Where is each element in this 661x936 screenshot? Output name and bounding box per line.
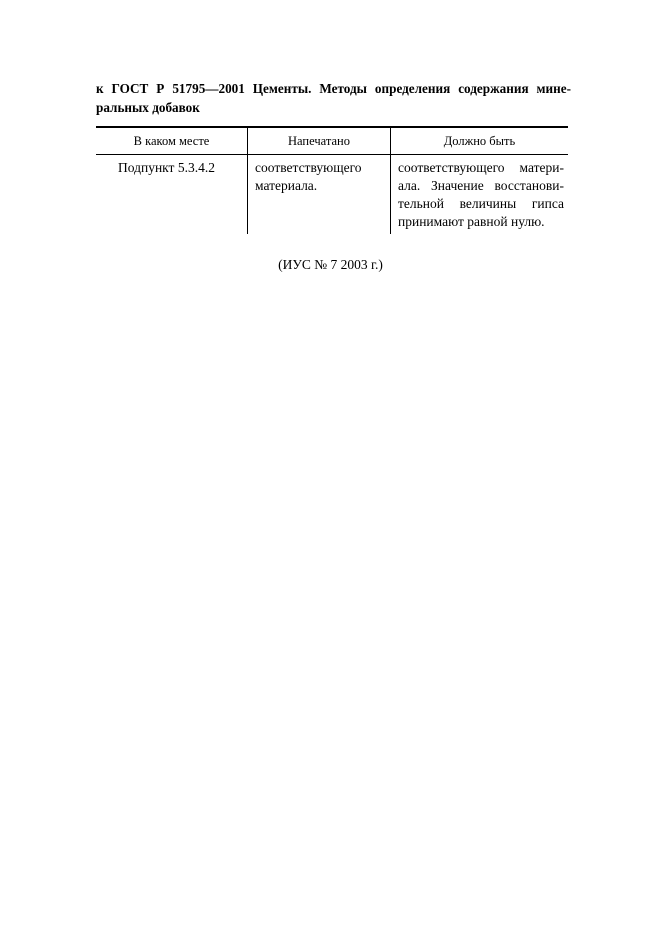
printed-line-2: материала.	[255, 178, 318, 193]
cell-location	[118, 159, 247, 177]
should-be-line-2: ала. Значение восстанови-	[398, 178, 564, 193]
table-top-rule	[96, 126, 568, 128]
correction-heading	[96, 79, 571, 117]
location-text: Подпункт 5.3.4.2	[118, 160, 215, 175]
cell-printed	[255, 159, 388, 195]
printed-line-1: соответствующего	[255, 160, 362, 175]
source-reference: (ИУС № 7 2003 г.)	[278, 257, 383, 272]
table-header-rule	[96, 154, 568, 155]
header-location: В каком месте	[133, 134, 210, 148]
should-be-line-4: принимают равной нулю.	[398, 214, 545, 229]
should-be-line-1: соответствующего матери-	[398, 160, 564, 175]
header-should-be: Должно быть	[443, 134, 516, 148]
cell-should-be	[398, 159, 564, 231]
heading-line-1: к ГОСТ Р 51795—2001 Цементы. Методы определения содержания мине-	[96, 81, 571, 96]
should-be-line-3: тельной величины гипса	[398, 196, 564, 211]
header-printed: Напечатано	[288, 134, 350, 148]
heading-line-2: ральных добавок	[96, 100, 200, 115]
